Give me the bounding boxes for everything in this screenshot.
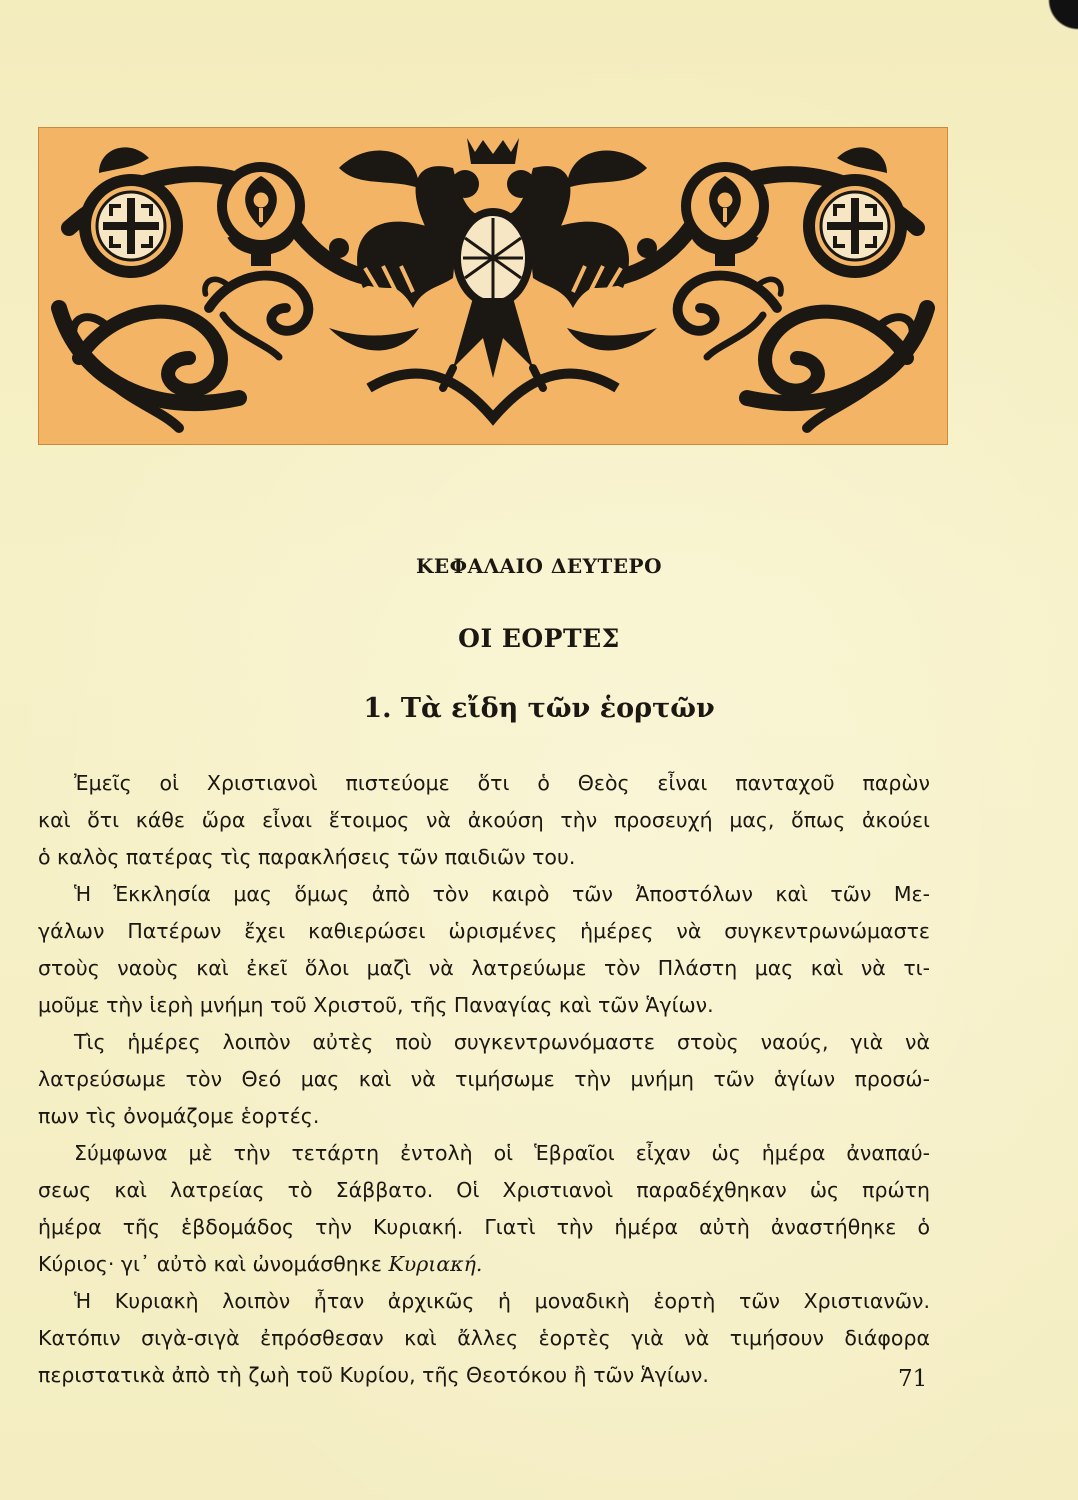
text-line: Σύμφωνα μὲ τὴν τετάρτη ἐντολὴ οἱ Ἑβραῖοι εἶχαν ὡς ἡμέρα ἀναπαύ- [74,1141,930,1165]
text-line: μοῦμε τὴν ἱερὴ μνήμη τοῦ Χριστοῦ, τῆς Παναγίας καὶ τῶν Ἁγίων. [38,993,714,1017]
text-line: γάλων Πατέρων ἔχει καθιερώσει ὡρισμένες ἡμέρες νὰ συγκεντρωνώμαστε [38,919,930,943]
text-line: στοὺς ναοὺς καὶ ἐκεῖ ὅλοι μαζὶ νὰ λατρεύωμε τὸν Πλάστη μας καὶ νὰ τι- [38,956,930,980]
text-line: σεως καὶ λατρείας τὸ Σάββατο. Οἱ Χριστιανοὶ παραδέχθηκαν ὡς πρώτη [38,1178,930,1202]
chapter-label: ΚΕΦΑΛΑΙΟ ΔΕΥΤΕΡΟ [416,554,662,578]
text-line: Ἡ Ἐκκλησία μας ὅμως ἀπὸ τὸν καιρὸ τῶν Ἀποστόλων καὶ τῶν Με- [74,882,930,906]
chapter-title: ΟΙ ΕΟΡΤΕΣ [458,624,620,653]
text-line: Τὶς ἡμέρες λοιπὸν αὐτὲς ποὺ συγκεντρωνόμαστε στοὺς ναούς, γιὰ νὰ [74,1030,930,1054]
section-title: 1. Τὰ εἴδη τῶν ἑορτῶν [363,693,715,724]
text-line-prefix: Κύριος· γι᾽ αὐτὸ καὶ ὠνομάσθηκε [38,1252,389,1276]
body-text [38,765,930,1394]
scan-corner-shadow [1038,0,1078,40]
page-number: 71 [898,1366,928,1392]
text-line: ὁ καλὸς πατέρας τὶς παρακλήσεις τῶν παιδιῶν του. [38,845,576,869]
text-line: πων τὶς ὀνομάζομε ἑορτές. [38,1104,320,1128]
text-line: Κατόπιν σιγὰ-σιγὰ ἐπρόσθεσαν καὶ ἄλλες ἑορτὲς γιὰ νὰ τιμήσουν διάφορα [38,1326,930,1350]
italic-word: Κυριακή. [388,1252,483,1276]
text-line: καὶ ὅτι κάθε ὥρα εἶναι ἕτοιμος νὰ ἀκούση τὴν προσευχή μας, ὅπως ἀκούει [38,808,930,832]
text-line: περιστατικὰ ἀπὸ τὴ ζωὴ τοῦ Κυρίου, τῆς Θεοτόκου ἢ τῶν Ἁγίων. [38,1363,709,1387]
ornamental-header-banner [38,127,948,445]
byzantine-double-headed-eagle-ornament-icon [39,128,947,444]
text-line: Ἐμεῖς οἱ Χριστιανοὶ πιστεύομε ὅτι ὁ Θεὸς εἶναι πανταχοῦ παρὼν [74,771,930,795]
text-line: ἡμέρα τῆς ἑβδομάδος τὴν Κυριακή. Γιατὶ τὴν ἡμέρα αὐτὴ ἀναστήθηκε ὁ [38,1215,930,1239]
text-line: Ἡ Κυριακὴ λοιπὸν ἦταν ἀρχικῶς ἡ μοναδικὴ ἑορτὴ τῶν Χριστιανῶν. [74,1289,930,1313]
text-line: λατρεύσωμε τὸν Θεό μας καὶ νὰ τιμήσωμε τὴν μνήμη τῶν ἁγίων προσώ- [38,1067,930,1091]
text-line [38,1246,930,1283]
